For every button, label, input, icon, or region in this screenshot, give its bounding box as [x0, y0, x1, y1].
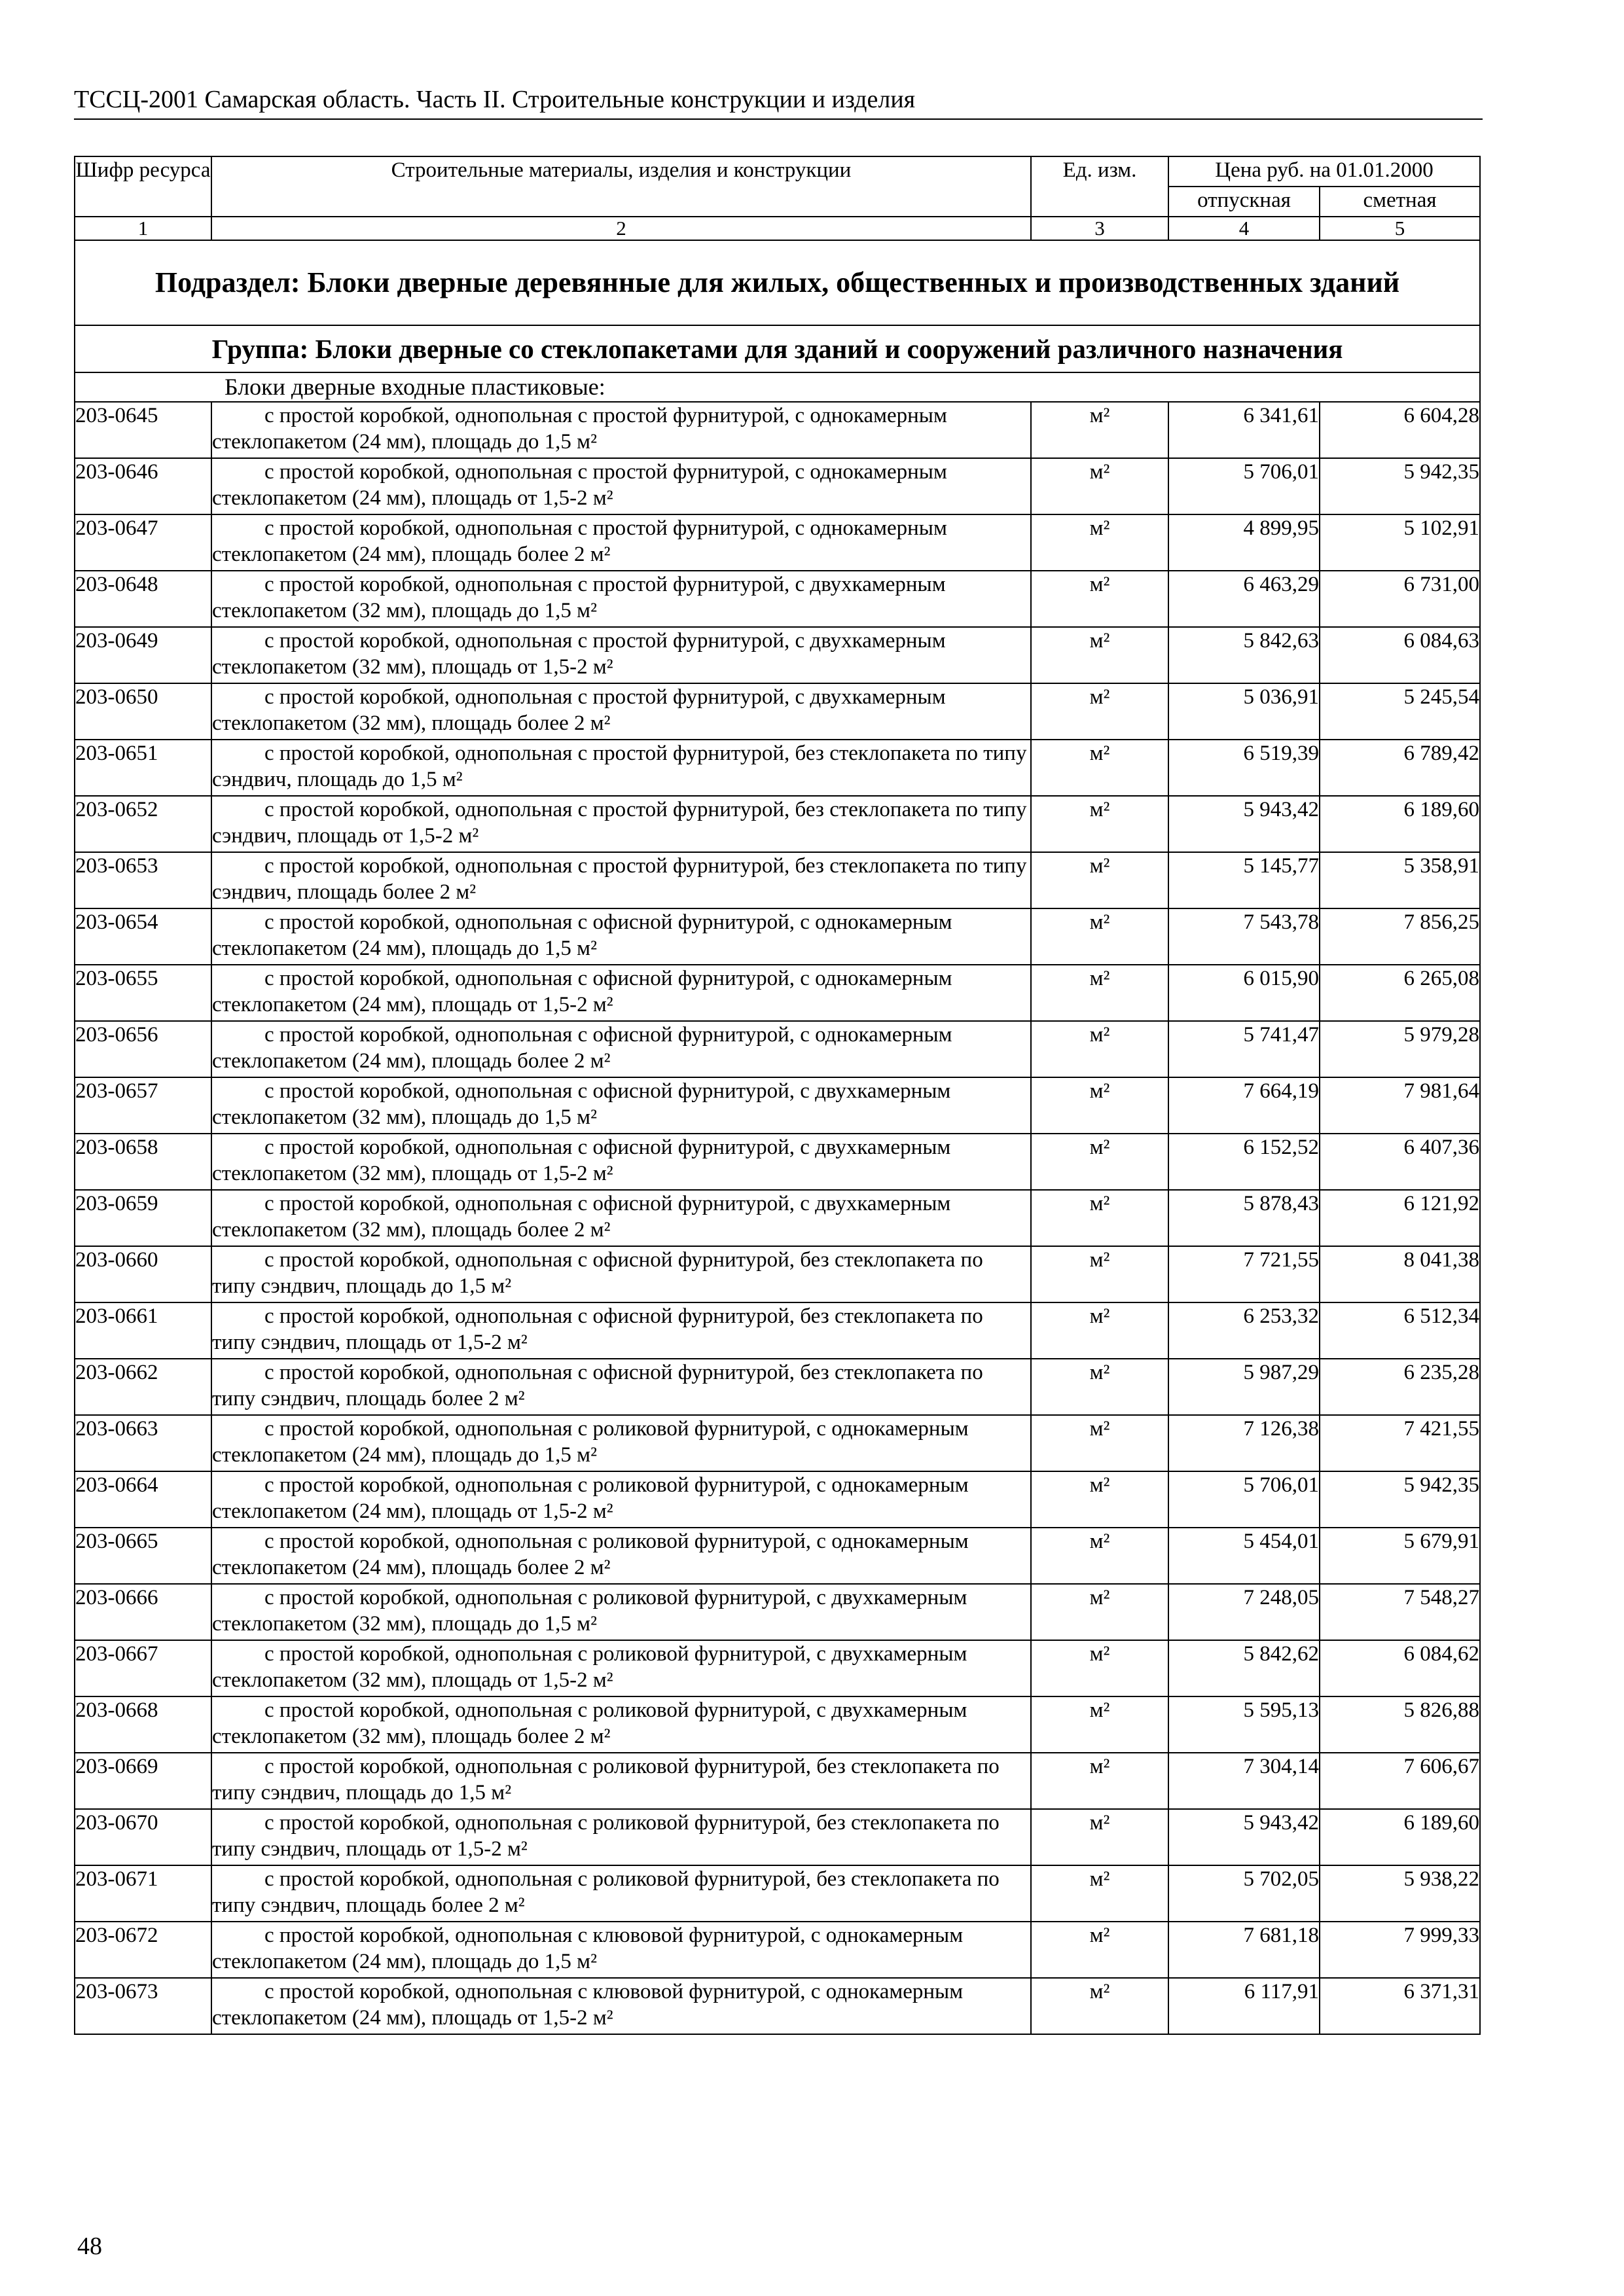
item-description-text: с простой коробкой, однопольная с офисной фурнитурой, с двухкамерным стеклопакетом (32 мм), площадь до 1,5 м²	[212, 1079, 951, 1129]
release-price: 7 248,05	[1168, 1584, 1320, 1640]
item-description	[211, 1246, 1031, 1302]
table-row	[75, 1190, 1480, 1246]
release-price: 7 304,14	[1168, 1753, 1320, 1809]
table-row	[75, 1809, 1480, 1865]
release-price: 6 463,29	[1168, 571, 1320, 627]
unit: м²	[1031, 1415, 1168, 1471]
unit: м²	[1031, 1809, 1168, 1865]
table-row	[75, 1528, 1480, 1584]
item-description	[211, 1415, 1031, 1471]
item-description-text: с простой коробкой, однопольная с офисной фурнитурой, с двухкамерным стеклопакетом (32 мм), площадь более 2 м²	[212, 1192, 951, 1242]
resource-code: 203-0668	[75, 1696, 211, 1753]
release-price: 5 842,62	[1168, 1640, 1320, 1696]
item-description-text: с простой коробкой, однопольная с роликовой фурнитурой, с двухкамерным стеклопакетом (32 мм), площадь более 2 м²	[212, 1698, 967, 1748]
estimate-price: 7 606,67	[1320, 1753, 1480, 1809]
item-description-text: с простой коробкой, однопольная с простой фурнитурой, с двухкамерным стеклопакетом (32 мм), площадь до 1,5 м²	[212, 573, 946, 622]
unit: м²	[1031, 1978, 1168, 2034]
item-description	[211, 571, 1031, 627]
item-description	[211, 683, 1031, 740]
item-description	[211, 1922, 1031, 1978]
running-header: ТССЦ-2001 Самарская область. Часть II. Строительные конструкции и изделия	[74, 83, 1483, 120]
resource-code: 203-0659	[75, 1190, 211, 1246]
resource-code: 203-0673	[75, 1978, 211, 2034]
resource-code: 203-0661	[75, 1302, 211, 1359]
release-price: 5 595,13	[1168, 1696, 1320, 1753]
table-row	[75, 514, 1480, 571]
item-description-text: с простой коробкой, однопольная с офисной фурнитурой, с однокамерным стеклопакетом (24 мм), площадь более 2 м²	[212, 1023, 952, 1073]
release-price: 6 152,52	[1168, 1134, 1320, 1190]
release-price: 5 842,63	[1168, 627, 1320, 683]
item-description-text: с простой коробкой, однопольная с простой фурнитурой, без стеклопакета по типу сэндвич, площадь более 2 м²	[212, 854, 1027, 904]
col-number-4: 4	[1168, 217, 1320, 240]
estimate-price: 7 548,27	[1320, 1584, 1480, 1640]
item-description	[211, 1640, 1031, 1696]
release-price: 7 681,18	[1168, 1922, 1320, 1978]
unit: м²	[1031, 1753, 1168, 1809]
item-description	[211, 1528, 1031, 1584]
release-price: 5 878,43	[1168, 1190, 1320, 1246]
subsection-title: Подраздел: Блоки дверные деревянные для жилых, общественных и производственных зданий	[75, 240, 1480, 325]
item-description-text: с простой коробкой, однопольная с клювовой фурнитурой, с однокамерным стеклопакетом (24 мм), площадь от 1,5-2 м²	[212, 1980, 964, 2030]
item-description-text: с простой коробкой, однопольная с простой фурнитурой, без стеклопакета по типу сэндвич, площадь до 1,5 м²	[212, 742, 1027, 791]
table-row	[75, 908, 1480, 965]
release-price: 5 036,91	[1168, 683, 1320, 740]
estimate-price: 5 938,22	[1320, 1865, 1480, 1922]
resource-code: 203-0663	[75, 1415, 211, 1471]
item-description	[211, 740, 1031, 796]
unit: м²	[1031, 1696, 1168, 1753]
item-description-text: с простой коробкой, однопольная с офисной фурнитурой, с двухкамерным стеклопакетом (32 мм), площадь от 1,5-2 м²	[212, 1136, 951, 1185]
table-row	[75, 965, 1480, 1021]
item-description-text: с простой коробкой, однопольная с клювовой фурнитурой, с однокамерным стеклопакетом (24 мм), площадь до 1,5 м²	[212, 1924, 964, 1973]
estimate-price: 8 041,38	[1320, 1246, 1480, 1302]
item-description	[211, 458, 1031, 514]
resource-code: 203-0648	[75, 571, 211, 627]
estimate-price: 6 084,62	[1320, 1640, 1480, 1696]
table-row	[75, 627, 1480, 683]
release-price: 5 702,05	[1168, 1865, 1320, 1922]
item-description	[211, 1753, 1031, 1809]
release-price: 7 721,55	[1168, 1246, 1320, 1302]
item-description-text: с простой коробкой, однопольная с роликовой фурнитурой, с однокамерным стеклопакетом (24 мм), площадь до 1,5 м²	[212, 1417, 969, 1467]
table-row	[75, 683, 1480, 740]
unit: м²	[1031, 1246, 1168, 1302]
item-description-text: с простой коробкой, однопольная с простой фурнитурой, с однокамерным стеклопакетом (24 мм), площадь до 1,5 м²	[212, 404, 947, 454]
release-price: 5 706,01	[1168, 1471, 1320, 1528]
item-description-text: с простой коробкой, однопольная с простой фурнитурой, с однокамерным стеклопакетом (24 мм), площадь более 2 м²	[212, 516, 947, 566]
release-price: 6 015,90	[1168, 965, 1320, 1021]
unit: м²	[1031, 852, 1168, 908]
col-unit-header: Ед. изм.	[1031, 156, 1168, 217]
table-row	[75, 1246, 1480, 1302]
resource-code: 203-0647	[75, 514, 211, 571]
estimate-price: 6 789,42	[1320, 740, 1480, 796]
release-price: 4 899,95	[1168, 514, 1320, 571]
item-description	[211, 627, 1031, 683]
estimate-price: 5 942,35	[1320, 458, 1480, 514]
estimate-price: 5 245,54	[1320, 683, 1480, 740]
item-description	[211, 965, 1031, 1021]
item-description	[211, 1865, 1031, 1922]
item-description-text: с простой коробкой, однопольная с простой фурнитурой, с двухкамерным стеклопакетом (32 мм), площадь более 2 м²	[212, 685, 946, 735]
release-price: 5 706,01	[1168, 458, 1320, 514]
resource-code: 203-0654	[75, 908, 211, 965]
item-description	[211, 1584, 1031, 1640]
unit: м²	[1031, 740, 1168, 796]
item-description-text: с простой коробкой, однопольная с роликовой фурнитурой, без стеклопакета по типу сэндвич, площадь до 1,5 м²	[212, 1755, 1000, 1804]
estimate-price: 6 265,08	[1320, 965, 1480, 1021]
resource-code: 203-0658	[75, 1134, 211, 1190]
table-row	[75, 1415, 1480, 1471]
item-description	[211, 1978, 1031, 2034]
unit: м²	[1031, 514, 1168, 571]
resource-code: 203-0666	[75, 1584, 211, 1640]
item-description	[211, 514, 1031, 571]
unit: м²	[1031, 1528, 1168, 1584]
item-description-text: с простой коробкой, однопольная с простой фурнитурой, с однокамерным стеклопакетом (24 мм), площадь от 1,5-2 м²	[212, 460, 947, 510]
table-row	[75, 796, 1480, 852]
item-description	[211, 796, 1031, 852]
table-row	[75, 1640, 1480, 1696]
unit: м²	[1031, 1359, 1168, 1415]
item-description	[211, 1302, 1031, 1359]
item-description-text: с простой коробкой, однопольная с роликовой фурнитурой, с двухкамерным стеклопакетом (32 мм), площадь от 1,5-2 м²	[212, 1642, 967, 1692]
item-description	[211, 402, 1031, 458]
item-description	[211, 908, 1031, 965]
resource-code: 203-0656	[75, 1021, 211, 1077]
release-price: 5 987,29	[1168, 1359, 1320, 1415]
group-title: Группа: Блоки дверные со стеклопакетами для зданий и сооружений различного назначения	[75, 325, 1480, 372]
category-cell	[75, 372, 1480, 402]
unit: м²	[1031, 1302, 1168, 1359]
resource-code: 203-0671	[75, 1865, 211, 1922]
item-description-text: с простой коробкой, однопольная с роликовой фурнитурой, с однокамерным стеклопакетом (24 мм), площадь от 1,5-2 м²	[212, 1473, 969, 1523]
unit: м²	[1031, 402, 1168, 458]
item-description-text: с простой коробкой, однопольная с роликовой фурнитурой, без стеклопакета по типу сэндвич, площадь более 2 м²	[212, 1867, 1000, 1917]
unit: м²	[1031, 1865, 1168, 1922]
col-number-3: 3	[1031, 217, 1168, 240]
estimate-price: 6 512,34	[1320, 1302, 1480, 1359]
estimate-price: 6 407,36	[1320, 1134, 1480, 1190]
item-description-text: с простой коробкой, однопольная с простой фурнитурой, с двухкамерным стеклопакетом (32 мм), площадь от 1,5-2 м²	[212, 629, 946, 679]
unit: м²	[1031, 627, 1168, 683]
item-description	[211, 852, 1031, 908]
item-description	[211, 1077, 1031, 1134]
unit: м²	[1031, 908, 1168, 965]
table-row	[75, 1584, 1480, 1640]
col-number-5: 5	[1320, 217, 1480, 240]
resource-code: 203-0652	[75, 796, 211, 852]
col-release-price-header: отпускная	[1168, 187, 1320, 217]
item-description-text: с простой коробкой, однопольная с офисной фурнитурой, без стеклопакета по типу сэндвич, площадь от 1,5-2 м²	[212, 1304, 983, 1354]
item-description	[211, 1359, 1031, 1415]
resource-code: 203-0651	[75, 740, 211, 796]
table-row	[75, 852, 1480, 908]
table-row	[75, 1134, 1480, 1190]
unit: м²	[1031, 571, 1168, 627]
unit: м²	[1031, 1471, 1168, 1528]
item-description-text: с простой коробкой, однопольная с простой фурнитурой, без стеклопакета по типу сэндвич, площадь от 1,5-2 м²	[212, 798, 1027, 848]
estimate-price: 6 189,60	[1320, 1809, 1480, 1865]
resource-code: 203-0646	[75, 458, 211, 514]
estimate-price: 5 942,35	[1320, 1471, 1480, 1528]
release-price: 6 341,61	[1168, 402, 1320, 458]
unit: м²	[1031, 1640, 1168, 1696]
release-price: 6 519,39	[1168, 740, 1320, 796]
estimate-price: 5 826,88	[1320, 1696, 1480, 1753]
table-row	[75, 402, 1480, 458]
table-header-row-1	[75, 156, 1480, 187]
item-description	[211, 1021, 1031, 1077]
table-row	[75, 1021, 1480, 1077]
table-row	[75, 1696, 1480, 1753]
unit: м²	[1031, 458, 1168, 514]
estimate-price: 7 856,25	[1320, 908, 1480, 965]
estimate-price: 7 999,33	[1320, 1922, 1480, 1978]
unit: м²	[1031, 1190, 1168, 1246]
table-row	[75, 1865, 1480, 1922]
unit: м²	[1031, 1922, 1168, 1978]
estimate-price: 5 979,28	[1320, 1021, 1480, 1077]
price-table	[74, 156, 1481, 2035]
item-description	[211, 1809, 1031, 1865]
table-row	[75, 571, 1480, 627]
table-row	[75, 1978, 1480, 2034]
category-label: Блоки дверные входные пластиковые:	[225, 374, 605, 400]
estimate-price: 6 189,60	[1320, 796, 1480, 852]
release-price: 5 454,01	[1168, 1528, 1320, 1584]
item-description-text: с простой коробкой, однопольная с роликовой фурнитурой, с однокамерным стеклопакетом (24 мм), площадь более 2 м²	[212, 1530, 969, 1579]
estimate-price: 6 084,63	[1320, 627, 1480, 683]
unit: м²	[1031, 1134, 1168, 1190]
subsection-row	[75, 240, 1480, 325]
estimate-price: 5 358,91	[1320, 852, 1480, 908]
table-row	[75, 1077, 1480, 1134]
estimate-price: 5 679,91	[1320, 1528, 1480, 1584]
resource-code: 203-0649	[75, 627, 211, 683]
release-price: 6 253,32	[1168, 1302, 1320, 1359]
item-description	[211, 1471, 1031, 1528]
table-row	[75, 1753, 1480, 1809]
table-row	[75, 1922, 1480, 1978]
resource-code: 203-0645	[75, 402, 211, 458]
resource-code: 203-0660	[75, 1246, 211, 1302]
resource-code: 203-0653	[75, 852, 211, 908]
estimate-price: 6 731,00	[1320, 571, 1480, 627]
col-number-2: 2	[211, 217, 1031, 240]
group-row	[75, 325, 1480, 372]
resource-code: 203-0657	[75, 1077, 211, 1134]
resource-code: 203-0655	[75, 965, 211, 1021]
estimate-price: 7 981,64	[1320, 1077, 1480, 1134]
estimate-price: 7 421,55	[1320, 1415, 1480, 1471]
item-description	[211, 1190, 1031, 1246]
estimate-price: 5 102,91	[1320, 514, 1480, 571]
page-number: 48	[77, 2233, 102, 2260]
unit: м²	[1031, 796, 1168, 852]
table-row	[75, 1471, 1480, 1528]
table-row	[75, 740, 1480, 796]
unit: м²	[1031, 1021, 1168, 1077]
release-price: 7 664,19	[1168, 1077, 1320, 1134]
release-price: 7 126,38	[1168, 1415, 1320, 1471]
column-numbers-row	[75, 217, 1480, 240]
item-description	[211, 1134, 1031, 1190]
resource-code: 203-0667	[75, 1640, 211, 1696]
resource-code: 203-0662	[75, 1359, 211, 1415]
release-price: 5 741,47	[1168, 1021, 1320, 1077]
col-price-header: Цена руб. на 01.01.2000	[1168, 156, 1480, 187]
resource-code: 203-0665	[75, 1528, 211, 1584]
unit: м²	[1031, 1077, 1168, 1134]
resource-code: 203-0650	[75, 683, 211, 740]
release-price: 5 145,77	[1168, 852, 1320, 908]
item-description-text: с простой коробкой, однопольная с офисной фурнитурой, без стеклопакета по типу сэндвич, площадь более 2 м²	[212, 1361, 983, 1410]
release-price: 5 943,42	[1168, 1809, 1320, 1865]
release-price: 7 543,78	[1168, 908, 1320, 965]
unit: м²	[1031, 1584, 1168, 1640]
estimate-price: 6 371,31	[1320, 1978, 1480, 2034]
item-description-text: с простой коробкой, однопольная с роликовой фурнитурой, без стеклопакета по типу сэндвич, площадь от 1,5-2 м²	[212, 1811, 1000, 1861]
col-name-header: Строительные материалы, изделия и конструкции	[211, 156, 1031, 217]
table-row	[75, 458, 1480, 514]
col-number-1: 1	[75, 217, 211, 240]
col-code-header: Шифр ресурса	[75, 156, 211, 217]
item-description-text: с простой коробкой, однопольная с офисной фурнитурой, без стеклопакета по типу сэндвич, площадь до 1,5 м²	[212, 1248, 983, 1298]
item-description-text: с простой коробкой, однопольная с офисной фурнитурой, с однокамерным стеклопакетом (24 мм), площадь от 1,5-2 м²	[212, 967, 952, 1016]
item-description	[211, 1696, 1031, 1753]
resource-code: 203-0669	[75, 1753, 211, 1809]
col-estimate-price-header: сметная	[1320, 187, 1480, 217]
resource-code: 203-0664	[75, 1471, 211, 1528]
table-row	[75, 1359, 1480, 1415]
table-row	[75, 1302, 1480, 1359]
release-price: 6 117,91	[1168, 1978, 1320, 2034]
release-price: 5 943,42	[1168, 796, 1320, 852]
resource-code: 203-0672	[75, 1922, 211, 1978]
category-row	[75, 372, 1480, 402]
item-description-text: с простой коробкой, однопольная с роликовой фурнитурой, с двухкамерным стеклопакетом (32 мм), площадь до 1,5 м²	[212, 1586, 967, 1636]
estimate-price: 6 604,28	[1320, 402, 1480, 458]
estimate-price: 6 121,92	[1320, 1190, 1480, 1246]
unit: м²	[1031, 965, 1168, 1021]
item-description-text: с простой коробкой, однопольная с офисной фурнитурой, с однокамерным стеклопакетом (24 мм), площадь до 1,5 м²	[212, 910, 952, 960]
resource-code: 203-0670	[75, 1809, 211, 1865]
unit: м²	[1031, 683, 1168, 740]
estimate-price: 6 235,28	[1320, 1359, 1480, 1415]
